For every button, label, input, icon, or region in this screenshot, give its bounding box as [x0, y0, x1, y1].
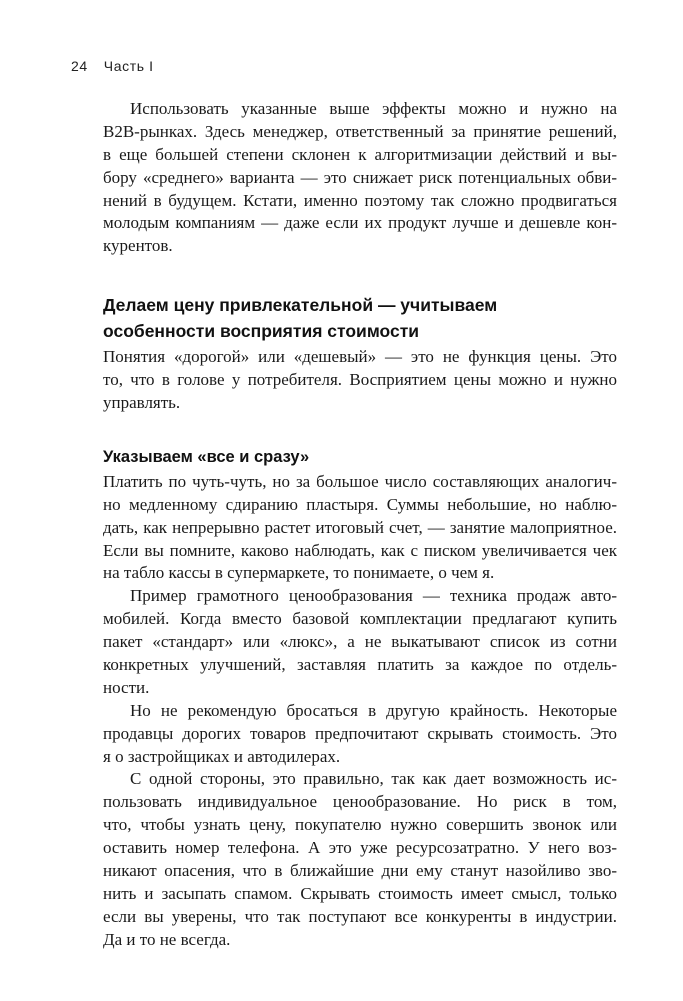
text-line: Использовать указанные выше эффекты можно и нужно на — [130, 99, 617, 118]
text-line: бору «среднего» варианта — это снижает риск потенциальных обви- — [103, 167, 617, 187]
section-heading — [103, 292, 617, 344]
running-head — [71, 58, 154, 74]
text-line: продавцы дорогих товаров предпочитают скрывать стоимость. Это — [103, 723, 617, 743]
page-number: 24 — [71, 58, 88, 74]
subsection-paragraph — [103, 700, 617, 769]
text-line: никают опасения, что в ближайшие дни ему станут назойливо зво- — [103, 861, 617, 881]
text-line: ности. — [103, 677, 150, 697]
text-line: если вы уверены, что так поступают все конкуренты в индустрии. — [103, 906, 617, 926]
text-line: на табло кассы в супермаркете, то понимаете, о чем я. — [103, 563, 495, 583]
text-line: курентов. — [103, 236, 173, 256]
text-line: Да и то не всегда. — [103, 929, 231, 949]
text-line: но медленному сдиранию пластыря. Суммы небольшие, но наблю- — [103, 494, 617, 514]
text-line: Понятия «дорогой» или «дешевый» — это не функция цены. Это — [103, 347, 617, 367]
text-line: конкретных улучшений, заставляя платить за каждое по отдель- — [103, 655, 617, 675]
section-heading-line: особенности восприятия стоимости — [103, 321, 420, 342]
text-line: нить и засыпать спамом. Скрывать стоимость имеет смысл, только — [103, 883, 617, 903]
subsection-paragraph — [103, 768, 617, 951]
text-line: мобилей. Когда вместо базовой комплектации предлагают купить — [103, 609, 617, 629]
text-line: то, что в голове у потребителя. Восприятием цены можно и нужно — [103, 370, 617, 390]
part-label: Часть I — [103, 58, 154, 74]
text-line: молодым компаниям — даже если их продукт лучше и дешевле кон- — [103, 213, 617, 233]
text-line: пакет «стандарт» или «люкс», а не выкатывают список из сотни — [103, 632, 617, 652]
subsection-paragraph — [103, 471, 617, 585]
text-line: Если вы помните, каково наблюдать, как с писком увеличивается чек — [103, 540, 617, 560]
text-line: дать, как непрерывно растет итоговый счет, — занятие малоприятное. — [103, 517, 617, 537]
text-line: Платить по чуть-чуть, но за большое число составляющих аналогич- — [103, 471, 617, 491]
text-line: B2B-рынках. Здесь менеджер, ответственный за принятие решений, — [103, 121, 617, 141]
section-heading-line: Делаем цену привлекательной — учитываем — [103, 295, 498, 316]
text-line: оставить номер телефона. А это уже ресурсозатратно. У него воз- — [103, 838, 617, 858]
text-line: пользовать индивидуальное ценообразование. Но риск в том, — [103, 792, 617, 812]
text-line: Но не рекомендую бросаться в другую крайность. Некоторые — [130, 700, 617, 720]
text-line: что, чтобы узнать цену, покупателю нужно совершить звонок или — [103, 815, 617, 835]
text-line: нений в будущем. Кстати, именно поэтому так сложно продвигаться — [103, 190, 617, 210]
text-line: управлять. — [103, 393, 181, 413]
text-line: в еще большей степени склонен к алгоритмизации действий и вы- — [103, 144, 617, 164]
text-line: я о застройщиках и автодилерах. — [103, 746, 341, 766]
page-body — [103, 98, 617, 952]
text-line: С одной стороны, это правильно, так как дает возможность ис- — [130, 769, 617, 789]
subsection-paragraph — [103, 585, 617, 699]
intro-paragraph — [103, 98, 617, 258]
text-line: Пример грамотного ценообразования — техника продаж авто- — [130, 586, 617, 606]
subsection-heading: Указываем «все и сразу» — [103, 447, 310, 466]
section-paragraph — [103, 346, 617, 415]
